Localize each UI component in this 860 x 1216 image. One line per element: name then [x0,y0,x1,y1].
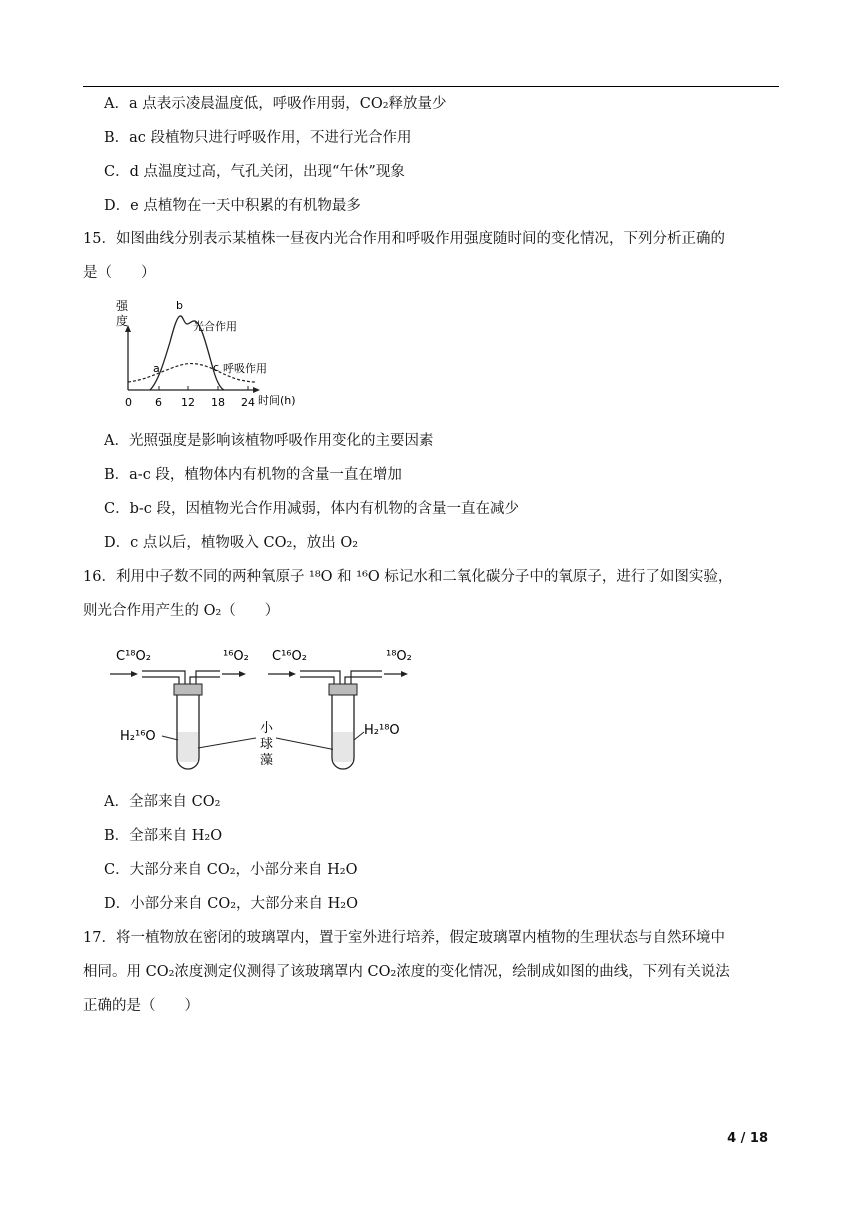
q15-ylabel-1: 强 [116,299,129,313]
q14-option-d: D．e 点植物在一天中积累的有机物最多 [104,198,361,214]
q16-right-input: C¹⁶O₂ [272,649,307,664]
q16-stem-line2: 则光合作用产生的 O₂（ ） [83,603,280,619]
q15-option-a: A．光照强度是影响该植物呼吸作用变化的主要因素 [104,433,434,449]
q16-option-c: C．大部分来自 CO₂，小部分来自 H₂O [104,862,358,878]
q15-tick-18: 18 [211,396,225,409]
q15-stem-line2: 是（ ） [83,265,156,281]
q15-point-b: b [176,299,183,312]
q15-tick-6: 6 [155,396,162,409]
q15-point-a: a [153,362,160,375]
q15-xlabel: 时间(h) [258,394,296,407]
header-rule [83,86,779,87]
q16-left-output: ¹⁶O₂ [223,649,249,664]
q15-point-c: c [213,361,220,374]
q15-option-b: B．a-c 段，植物体内有机物的含量一直在增加 [104,467,402,483]
q15-tick-12: 12 [181,396,195,409]
q15-figure [110,292,310,422]
q16-left-water: H₂¹⁶O [120,729,156,744]
q16-alga-2: 球 [260,737,274,752]
q16-right-stopper [329,684,357,695]
q17-stem-line1: 17．将一植物放在密闭的玻璃罩内，置于室外进行培养，假定玻璃罩内植物的生理状态与自然环境中 [83,930,725,946]
q16-option-b: B．全部来自 H₂O [104,828,223,844]
q16-option-d: D．小部分来自 CO₂，大部分来自 H₂O [104,896,358,912]
q15-stem-line1: 15．如图曲线分别表示某植株一昼夜内光合作用和呼吸作用强度随时间的变化情况，下列分析正确的 [83,231,725,247]
q16-left-stopper [174,684,202,695]
q16-figure [110,640,430,775]
page-number: 4 / 18 [727,1131,768,1146]
q16-right-output: ¹⁸O₂ [386,649,412,664]
q16-option-a: A．全部来自 CO₂ [104,794,221,810]
q15-tick-24: 24 [241,396,255,409]
q16-left-input: C¹⁸O₂ [116,649,151,664]
q15-label-photosynthesis: 光合作用 [193,320,237,333]
q17-stem-line2: 相同。用 CO₂浓度测定仪测得了该玻璃罩内 CO₂浓度的变化情况，绘制成如图的曲线，下列有关说法 [83,964,730,980]
q16-right-water: H₂¹⁸O [364,723,400,738]
q15-x-arrow [253,387,260,393]
q16-stem-line1: 16．利用中子数不同的两种氧原子 ¹⁸O 和 ¹⁶O 标记水和二氧化碳分子中的氧原子，进行了如图实验， [83,569,733,585]
q16-alga-3: 藻 [260,753,274,768]
q17-stem-line3: 正确的是（ ） [83,998,199,1014]
q15-label-respiration: 呼吸作用 [223,362,267,375]
q16-alga-1: 小 [260,721,274,736]
q15-option-c: C．b-c 段，因植物光合作用减弱，体内有机物的含量一直在减少 [104,501,520,517]
q15-tick-0: 0 [125,396,132,409]
q14-option-c: C．d 点温度过高，气孔关闭，出现“午休”现象 [104,164,405,180]
q15-option-d: D．c 点以后，植物吸入 CO₂，放出 O₂ [104,535,359,551]
q15-ylabel-2: 度 [116,314,129,328]
q14-option-a: A．a 点表示凌晨温度低，呼吸作用弱，CO₂释放量少 [104,96,447,112]
q14-option-b: B．ac 段植物只进行呼吸作用，不进行光合作用 [104,130,412,146]
